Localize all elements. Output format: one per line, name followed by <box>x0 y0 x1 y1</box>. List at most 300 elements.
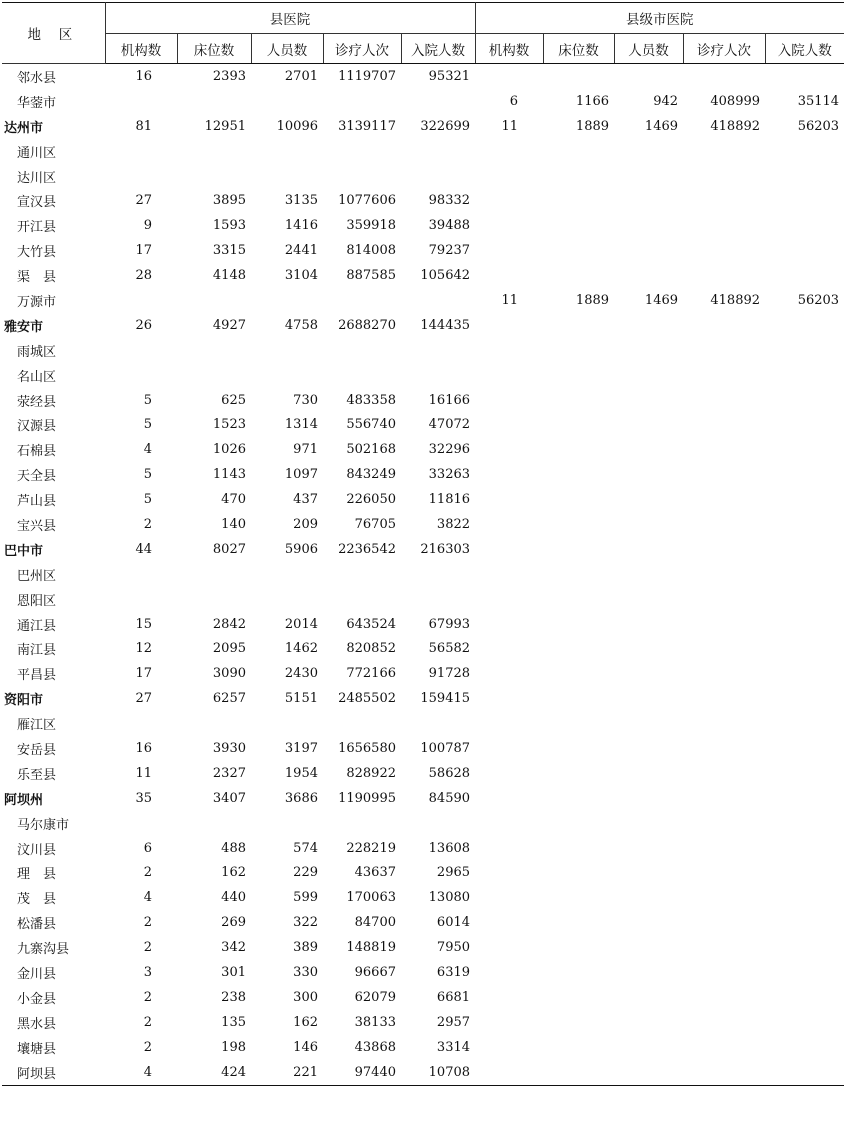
cell-value: 1314 <box>284 417 318 433</box>
region-name: 芦山县 <box>17 494 57 510</box>
region-name: 理 县 <box>17 867 57 883</box>
cell-value: 470 <box>221 492 246 508</box>
cell-value: 574 <box>293 840 318 856</box>
cell-value: 1889 <box>575 292 610 308</box>
col-header-beds: 床位数 <box>543 34 614 64</box>
cell-value: 144435 <box>420 317 471 333</box>
cell-value <box>475 139 543 164</box>
cell-value <box>543 64 614 89</box>
cell-value <box>475 587 543 612</box>
cell-value: 17 <box>135 243 152 259</box>
cell-value: 1656580 <box>338 740 396 756</box>
cell-value: 44 <box>135 541 152 557</box>
cell-value: 418892 <box>710 118 761 134</box>
cell-value <box>765 636 844 661</box>
cell-value: 556740 <box>346 417 396 433</box>
cell-value <box>614 213 683 238</box>
cell-value <box>543 412 614 437</box>
cell-value: 43637 <box>354 865 396 881</box>
cell-value: 322 <box>293 915 318 931</box>
region-name: 渠 县 <box>17 270 57 286</box>
cell-value <box>765 811 844 836</box>
cell-value <box>251 711 323 736</box>
table-row <box>2 338 844 363</box>
cell-value <box>543 736 614 761</box>
col-header-institutions: 机构数 <box>475 34 543 64</box>
region-name: 金川县 <box>17 967 57 982</box>
cell-value: 1462 <box>284 641 318 657</box>
cell-value <box>765 338 844 363</box>
region-name: 名山区 <box>17 369 57 385</box>
table-row <box>2 736 844 761</box>
cell-value <box>683 164 765 189</box>
cell-value <box>765 1060 844 1085</box>
cell-value: 502168 <box>346 442 396 458</box>
cell-value <box>614 188 683 213</box>
cell-value <box>683 238 765 263</box>
cell-value <box>105 288 177 313</box>
cell-value <box>683 960 765 985</box>
cell-value <box>765 263 844 288</box>
cell-value <box>475 711 543 736</box>
cell-value: 2957 <box>436 1014 471 1030</box>
table-row-city <box>2 114 844 139</box>
table-row <box>2 1035 844 1060</box>
cell-value: 229 <box>293 865 318 881</box>
table-row <box>2 587 844 612</box>
cell-value: 2441 <box>284 243 318 259</box>
table-row <box>2 612 844 637</box>
cell-value: 84700 <box>354 915 396 931</box>
cell-value <box>475 313 543 338</box>
region-name: 石棉县 <box>17 444 57 460</box>
cell-value <box>765 562 844 587</box>
cell-value <box>765 711 844 736</box>
cell-value <box>475 263 543 288</box>
cell-value <box>401 587 475 612</box>
cell-value <box>765 761 844 786</box>
region-name: 万源市 <box>17 294 57 310</box>
cell-value: 81 <box>135 118 152 134</box>
cell-value: 1166 <box>575 93 610 109</box>
table-row <box>2 437 844 462</box>
cell-value <box>765 64 844 89</box>
cell-value <box>543 512 614 537</box>
cell-value <box>614 761 683 786</box>
cell-value: 3314 <box>436 1039 471 1055</box>
table-row <box>2 238 844 263</box>
cell-value: 3090 <box>212 666 246 682</box>
cell-value <box>401 811 475 836</box>
cell-value <box>614 537 683 562</box>
cell-value: 1077606 <box>338 193 396 209</box>
cell-value: 820852 <box>346 641 396 657</box>
cell-value: 1190995 <box>338 790 396 806</box>
cell-value <box>765 935 844 960</box>
cell-value <box>683 462 765 487</box>
cell-value <box>765 885 844 910</box>
cell-value <box>683 711 765 736</box>
region-name: 雨城区 <box>17 344 57 360</box>
cell-value <box>475 985 543 1010</box>
table-row <box>2 636 844 661</box>
region-name: 壤塘县 <box>17 1041 57 1057</box>
table-row <box>2 960 844 985</box>
cell-value <box>543 761 614 786</box>
cell-value <box>105 139 177 164</box>
cell-value: 56203 <box>797 118 840 134</box>
region-name: 通川区 <box>17 145 57 161</box>
cell-value <box>765 537 844 562</box>
table-row <box>2 388 844 413</box>
cell-value <box>765 587 844 612</box>
cell-value <box>543 587 614 612</box>
region-name: 茂 县 <box>17 892 57 908</box>
cell-value: 27 <box>135 193 152 209</box>
cell-value <box>251 89 323 114</box>
cell-value <box>475 612 543 637</box>
cell-value <box>614 786 683 811</box>
col-header-admissions: 入院人数 <box>765 34 844 64</box>
cell-value <box>683 562 765 587</box>
cell-value: 2842 <box>212 616 246 632</box>
table-row <box>2 1060 844 1085</box>
cell-value: 1416 <box>284 218 318 234</box>
cell-value <box>614 437 683 462</box>
cell-value: 7950 <box>436 940 471 956</box>
cell-value <box>543 910 614 935</box>
col-header-staff: 人员数 <box>251 34 323 64</box>
cell-value <box>105 562 177 587</box>
cell-value <box>105 164 177 189</box>
cell-value: 11 <box>501 118 519 134</box>
cell-value <box>683 661 765 686</box>
cell-value: 8027 <box>212 541 246 557</box>
cell-value <box>177 164 251 189</box>
region-name: 九寨沟县 <box>17 942 70 958</box>
cell-value: 1026 <box>212 442 246 458</box>
cell-value: 4927 <box>212 317 246 333</box>
cell-value <box>251 288 323 313</box>
cell-value <box>543 388 614 413</box>
table-row-city <box>2 537 844 562</box>
cell-value <box>475 487 543 512</box>
cell-value <box>614 238 683 263</box>
region-name: 资阳市 <box>4 693 44 709</box>
cell-value <box>475 1035 543 1060</box>
cell-value <box>475 1010 543 1035</box>
cell-value <box>475 462 543 487</box>
region-name: 安岳县 <box>17 742 57 758</box>
cell-value <box>683 338 765 363</box>
table-row <box>2 761 844 786</box>
cell-value: 28 <box>135 268 152 284</box>
cell-value: 2393 <box>212 68 246 84</box>
cell-value <box>614 139 683 164</box>
cell-value <box>683 686 765 711</box>
cell-value <box>543 188 614 213</box>
cell-value <box>475 164 543 189</box>
cell-value: 3822 <box>436 516 471 532</box>
cell-value: 13080 <box>428 890 471 906</box>
cell-value: 198 <box>221 1039 246 1055</box>
cell-value: 3895 <box>212 193 246 209</box>
region-name: 巴中市 <box>4 543 44 559</box>
table-row <box>2 363 844 388</box>
cell-value <box>543 811 614 836</box>
cell-value <box>251 164 323 189</box>
cell-value: 47072 <box>428 417 471 433</box>
cell-value: 424 <box>177 1060 251 1085</box>
table-row <box>2 935 844 960</box>
cell-value <box>401 288 475 313</box>
cell-value: 35114 <box>797 93 840 109</box>
cell-value <box>765 910 844 935</box>
cell-value: 437 <box>293 492 318 508</box>
region-name: 恩阳区 <box>17 593 57 609</box>
cell-value: 62079 <box>354 989 396 1005</box>
cell-value <box>401 164 475 189</box>
cell-value: 5 <box>143 392 152 408</box>
region-name: 乐至县 <box>17 767 57 783</box>
cell-value <box>683 437 765 462</box>
cell-value <box>475 388 543 413</box>
region-name: 阿坝县 <box>2 1060 105 1085</box>
table-row <box>2 661 844 686</box>
cell-value: 3 <box>143 965 152 980</box>
cell-value <box>543 885 614 910</box>
table-row-city <box>2 686 844 711</box>
cell-value <box>543 711 614 736</box>
cell-value <box>683 985 765 1010</box>
cell-value <box>323 139 401 164</box>
cell-value: 408999 <box>710 93 761 109</box>
cell-value <box>765 612 844 637</box>
cell-value <box>614 935 683 960</box>
region-name: 阿坝州 <box>4 792 44 808</box>
cell-value <box>614 1060 683 1085</box>
cell-value: 10096 <box>276 118 318 134</box>
region-name: 雁江区 <box>17 718 57 734</box>
cell-value: 11 <box>501 292 519 308</box>
cell-value <box>251 338 323 363</box>
cell-value <box>614 985 683 1010</box>
cell-value <box>251 562 323 587</box>
region-name: 汶川县 <box>17 842 57 858</box>
cell-value <box>323 288 401 313</box>
cell-value <box>475 661 543 686</box>
cell-value <box>683 263 765 288</box>
table-row <box>2 985 844 1010</box>
cell-value <box>683 636 765 661</box>
cell-value <box>765 437 844 462</box>
cell-value <box>543 213 614 238</box>
cell-value <box>251 811 323 836</box>
cell-value <box>614 164 683 189</box>
cell-value: 140 <box>221 516 246 532</box>
cell-value <box>614 811 683 836</box>
cell-value <box>683 1060 765 1085</box>
cell-value <box>177 139 251 164</box>
cell-value <box>765 139 844 164</box>
cell-value: 772166 <box>346 666 396 682</box>
cell-value: 301 <box>221 965 246 980</box>
cell-value <box>765 985 844 1010</box>
cell-value: 38133 <box>354 1014 396 1030</box>
cell-value: 56203 <box>797 292 840 308</box>
cell-value <box>177 587 251 612</box>
cell-value <box>543 313 614 338</box>
cell-value <box>614 861 683 886</box>
region-name: 平昌县 <box>17 668 57 684</box>
cell-value: 226050 <box>346 492 396 508</box>
cell-value: 39488 <box>428 218 471 234</box>
table-row <box>2 213 844 238</box>
cell-value: 2327 <box>212 765 246 781</box>
cell-value <box>683 885 765 910</box>
cell-value: 96667 <box>354 965 396 980</box>
cell-value: 1889 <box>575 118 610 134</box>
cell-value: 27 <box>135 691 152 707</box>
cell-value <box>614 263 683 288</box>
cell-value <box>401 711 475 736</box>
cell-value <box>401 338 475 363</box>
cell-value <box>543 1060 614 1085</box>
cell-value <box>543 462 614 487</box>
cell-value <box>323 338 401 363</box>
region-name: 华蓥市 <box>17 95 57 111</box>
cell-value <box>251 587 323 612</box>
cell-value: 4758 <box>284 317 318 333</box>
cell-value <box>683 836 765 861</box>
cell-value: 17 <box>135 666 152 682</box>
cell-value: 100787 <box>420 740 471 756</box>
cell-value <box>683 412 765 437</box>
cell-value: 95321 <box>428 68 471 84</box>
cell-value: 43868 <box>354 1039 396 1055</box>
cell-value: 342 <box>221 940 246 956</box>
region-name: 大竹县 <box>17 245 57 261</box>
cell-value <box>683 537 765 562</box>
cell-value <box>543 1010 614 1035</box>
cell-value <box>683 811 765 836</box>
cell-value <box>683 64 765 89</box>
cell-value: 5906 <box>284 541 318 557</box>
cell-value <box>683 188 765 213</box>
table-row <box>2 910 844 935</box>
cell-value <box>543 139 614 164</box>
cell-value: 330 <box>293 965 318 980</box>
cell-value <box>475 811 543 836</box>
region-name: 宣汉县 <box>17 195 57 211</box>
cell-value <box>475 1060 543 1085</box>
county-hospital-group-header: 县医院 <box>105 3 475 34</box>
cell-value <box>177 363 251 388</box>
cell-value <box>543 686 614 711</box>
cell-value: 2485502 <box>338 691 396 707</box>
cell-value <box>683 935 765 960</box>
cell-value: 643524 <box>346 616 396 632</box>
cell-value <box>543 935 614 960</box>
cell-value: 4 <box>143 890 152 906</box>
cell-value <box>323 363 401 388</box>
cell-value: 843249 <box>346 467 396 483</box>
cell-value <box>683 736 765 761</box>
cell-value: 322699 <box>420 118 471 134</box>
cell-value <box>475 960 543 985</box>
cell-value: 216303 <box>420 541 471 557</box>
cell-value <box>614 636 683 661</box>
cell-value: 3104 <box>284 268 318 284</box>
cell-value: 5 <box>143 417 152 433</box>
cell-value: 16 <box>135 740 152 756</box>
table-row-city <box>2 786 844 811</box>
table-row <box>2 188 844 213</box>
cell-value <box>765 786 844 811</box>
cell-value <box>765 1035 844 1060</box>
cell-value: 10708 <box>401 1060 475 1085</box>
cell-value <box>105 811 177 836</box>
cell-value <box>105 363 177 388</box>
cell-value: 1523 <box>212 417 246 433</box>
cell-value: 6 <box>509 93 519 109</box>
table-row <box>2 412 844 437</box>
region-name: 松潘县 <box>17 917 57 933</box>
cell-value <box>543 612 614 637</box>
cell-value <box>543 836 614 861</box>
cell-value <box>614 64 683 89</box>
cell-value <box>475 836 543 861</box>
cell-value: 9 <box>143 218 152 234</box>
cell-value <box>765 1010 844 1035</box>
cell-value <box>105 89 177 114</box>
cell-value: 300 <box>293 989 318 1005</box>
region-name: 巴州区 <box>17 568 57 584</box>
table-row <box>2 288 844 313</box>
cell-value <box>614 562 683 587</box>
cell-value <box>683 388 765 413</box>
cell-value: 148819 <box>346 940 396 956</box>
region-name: 天全县 <box>17 469 57 485</box>
cell-value: 79237 <box>428 243 471 259</box>
cell-value <box>543 985 614 1010</box>
cell-value: 887585 <box>346 268 396 284</box>
table-row-city <box>2 313 844 338</box>
cell-value <box>475 363 543 388</box>
region-name: 邻水县 <box>17 70 57 86</box>
cell-value: 13608 <box>428 840 471 856</box>
region-name: 马尔康市 <box>17 817 70 833</box>
cell-value: 2014 <box>284 616 318 632</box>
cell-value: 4148 <box>212 268 246 284</box>
cell-value <box>614 711 683 736</box>
cell-value: 2 <box>143 1014 152 1030</box>
cell-value <box>401 562 475 587</box>
table-row <box>2 139 844 164</box>
region-name: 汉源县 <box>17 419 57 435</box>
cell-value: 209 <box>293 516 318 532</box>
cell-value: 1469 <box>644 292 679 308</box>
cell-value <box>177 89 251 114</box>
cell-value: 33263 <box>428 467 471 483</box>
cell-value <box>323 562 401 587</box>
cell-value <box>543 238 614 263</box>
cell-value <box>614 686 683 711</box>
cell-value <box>765 313 844 338</box>
cell-value <box>475 437 543 462</box>
cell-value <box>323 164 401 189</box>
cell-value <box>475 338 543 363</box>
